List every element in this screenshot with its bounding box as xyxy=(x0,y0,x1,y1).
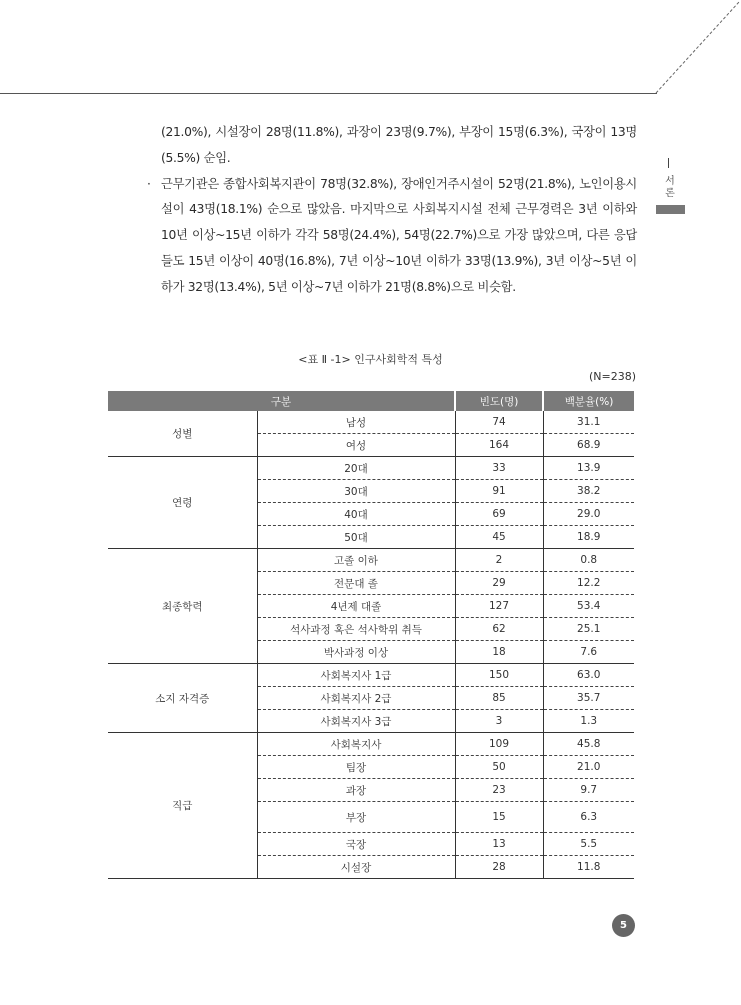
subcategory-cell: 40대 xyxy=(257,503,455,526)
subcategory-cell: 사회복지사 3급 xyxy=(257,710,455,733)
frequency-cell: 45 xyxy=(455,526,543,549)
frequency-cell: 50 xyxy=(455,756,543,779)
subcategory-cell: 팀장 xyxy=(257,756,455,779)
frequency-cell: 13 xyxy=(455,833,543,856)
frequency-cell: 85 xyxy=(455,687,543,710)
percent-cell: 21.0 xyxy=(543,756,634,779)
page-number: 5 xyxy=(612,914,635,937)
percent-cell: 5.5 xyxy=(543,833,634,856)
frequency-cell: 29 xyxy=(455,572,543,595)
frequency-cell: 109 xyxy=(455,733,543,756)
group-label: 직급 xyxy=(108,733,257,879)
frequency-cell: 62 xyxy=(455,618,543,641)
header-rule xyxy=(0,93,657,94)
subcategory-cell: 시설장 xyxy=(257,856,455,879)
percent-cell: 0.8 xyxy=(543,549,634,572)
percent-cell: 38.2 xyxy=(543,480,634,503)
demographics-table xyxy=(108,391,634,879)
corner-fold-decoration xyxy=(650,0,741,95)
subcategory-cell: 전문대 졸 xyxy=(257,572,455,595)
side-tab-tick xyxy=(668,158,669,168)
percent-cell: 18.9 xyxy=(543,526,634,549)
subcategory-cell: 석사과정 혹은 석사학위 취득 xyxy=(257,618,455,641)
subcategory-cell: 사회복지사 2급 xyxy=(257,687,455,710)
percent-cell: 7.6 xyxy=(543,641,634,664)
subcategory-cell: 50대 xyxy=(257,526,455,549)
percent-cell: 11.8 xyxy=(543,856,634,879)
subcategory-cell: 여성 xyxy=(257,434,455,457)
percent-cell: 68.9 xyxy=(543,434,634,457)
frequency-cell: 15 xyxy=(455,802,543,833)
frequency-cell: 69 xyxy=(455,503,543,526)
percent-cell: 1.3 xyxy=(543,710,634,733)
body-text xyxy=(147,120,637,301)
frequency-cell: 150 xyxy=(455,664,543,687)
side-tab-label: 서론 xyxy=(665,176,675,199)
subcategory-cell: 부장 xyxy=(257,802,455,833)
percent-cell: 6.3 xyxy=(543,802,634,833)
frequency-cell: 33 xyxy=(455,457,543,480)
header-pct: 백분율(%) xyxy=(543,391,634,411)
table-title: <표 Ⅱ -1> 인구사회학적 특성 xyxy=(298,353,443,366)
percent-cell: 13.9 xyxy=(543,457,634,480)
subcategory-cell: 국장 xyxy=(257,833,455,856)
paragraph-bullet: 근무기관은 종합사회복지관이 78명(32.8%), 장애인거주시설이 52명(21.8%), 노인이용시설이 43명(18.1%) 순으로 많았음. 마지막으로 사회복지시설 전체 근무경력은 3년 이하와 10년 이상~15년 이하가 각각 58명(24.4%), 54명(22.7%)으로 가장 많았으며, 다른 응답들도 15년 이상이 40명(16.8%), 7년 이상~10년 이하가 33명(13.9%), 3년 이상~5년 이하가 32명(13.4%), 5년 이상~7년 이하가 21명(8.8%)으로 비슷함. xyxy=(161,176,637,294)
subcategory-cell: 사회복지사 1급 xyxy=(257,664,455,687)
subcategory-cell: 20대 xyxy=(257,457,455,480)
percent-cell: 63.0 xyxy=(543,664,634,687)
table-sample-size: (N=238) xyxy=(588,370,636,383)
frequency-cell: 28 xyxy=(455,856,543,879)
bullet-marker: · xyxy=(147,176,151,191)
percent-cell: 29.0 xyxy=(543,503,634,526)
frequency-cell: 18 xyxy=(455,641,543,664)
group-label: 최종학력 xyxy=(108,549,257,664)
frequency-cell: 74 xyxy=(455,411,543,434)
percent-cell: 25.1 xyxy=(543,618,634,641)
header-category: 구분 xyxy=(108,391,455,411)
frequency-cell: 3 xyxy=(455,710,543,733)
subcategory-cell: 30대 xyxy=(257,480,455,503)
frequency-cell: 127 xyxy=(455,595,543,618)
percent-cell: 45.8 xyxy=(543,733,634,756)
table-row xyxy=(108,664,634,687)
table-row xyxy=(108,411,634,434)
header-freq: 빈도(명) xyxy=(455,391,543,411)
side-tab-bar xyxy=(656,205,685,214)
bullet-item xyxy=(147,172,637,301)
paragraph-continued: (21.0%), 시설장이 28명(11.8%), 과장이 23명(9.7%), 부장이 15명(6.3%), 국장이 13명(5.5%) 순임. xyxy=(161,125,637,165)
group-label: 소지 자격증 xyxy=(108,664,257,733)
subcategory-cell: 남성 xyxy=(257,411,455,434)
subcategory-cell: 사회복지사 xyxy=(257,733,455,756)
group-label: 성별 xyxy=(108,411,257,457)
percent-cell: 9.7 xyxy=(543,779,634,802)
frequency-cell: 164 xyxy=(455,434,543,457)
table-body xyxy=(108,411,634,879)
table-row xyxy=(108,457,634,480)
percent-cell: 53.4 xyxy=(543,595,634,618)
table-row xyxy=(108,733,634,756)
table-row xyxy=(108,549,634,572)
frequency-cell: 2 xyxy=(455,549,543,572)
subcategory-cell: 고졸 이하 xyxy=(257,549,455,572)
subcategory-cell: 박사과정 이상 xyxy=(257,641,455,664)
group-label: 연령 xyxy=(108,457,257,549)
frequency-cell: 91 xyxy=(455,480,543,503)
table-header-row xyxy=(108,391,634,411)
subcategory-cell: 4년제 대졸 xyxy=(257,595,455,618)
percent-cell: 12.2 xyxy=(543,572,634,595)
percent-cell: 35.7 xyxy=(543,687,634,710)
percent-cell: 31.1 xyxy=(543,411,634,434)
subcategory-cell: 과장 xyxy=(257,779,455,802)
frequency-cell: 23 xyxy=(455,779,543,802)
